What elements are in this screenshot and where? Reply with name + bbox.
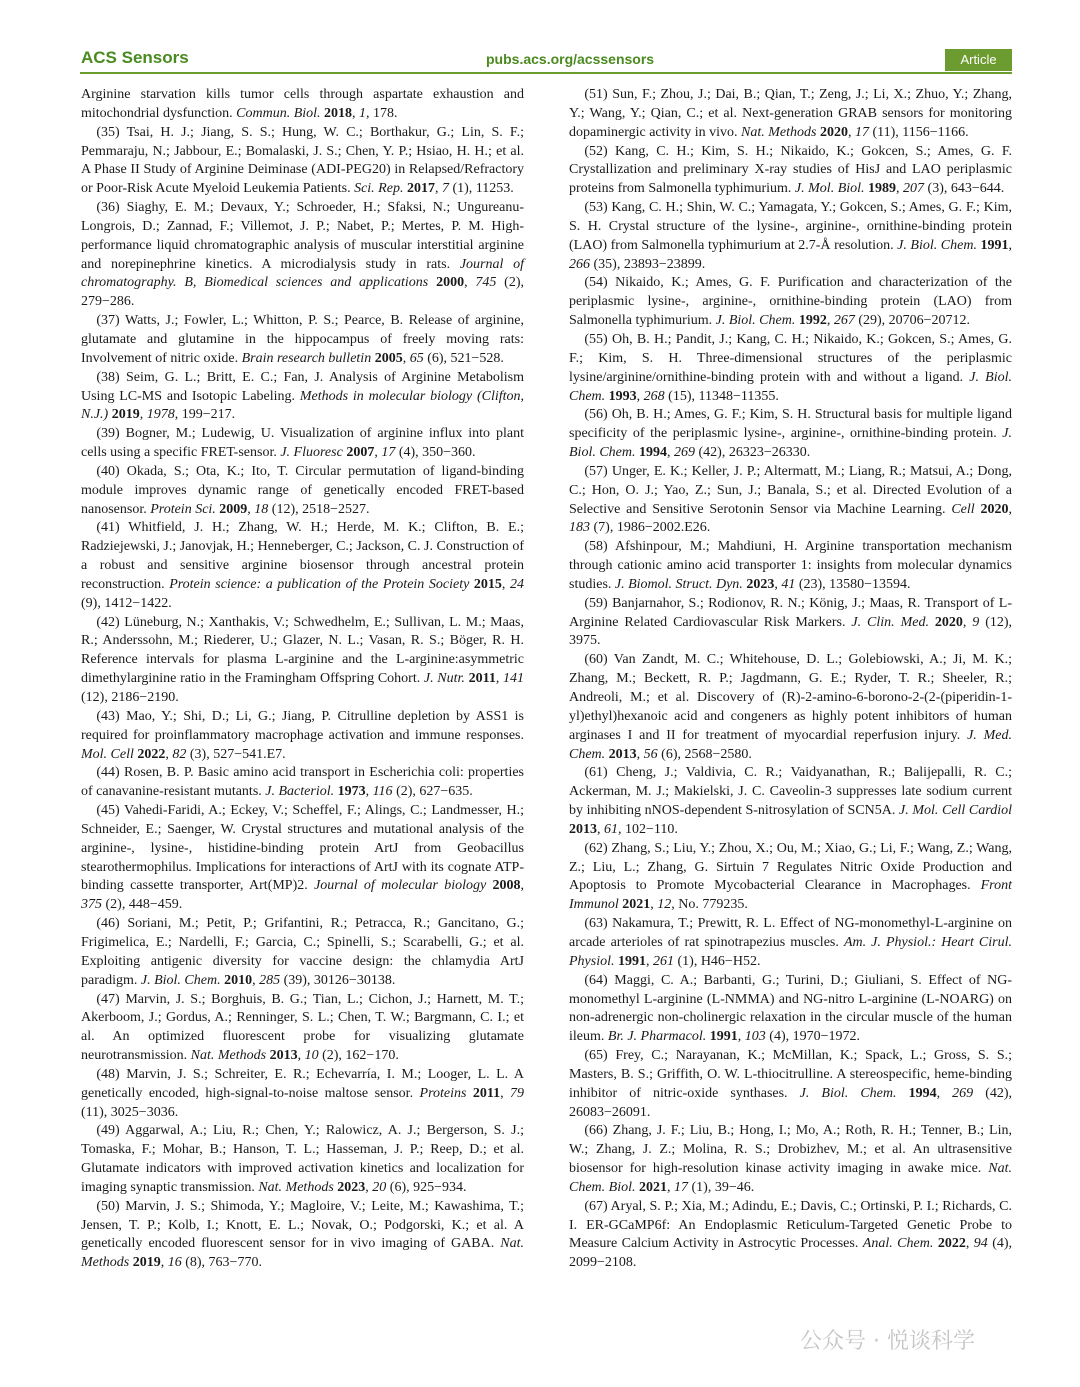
reference-journal[interactable]: Protein science: a publication of the Protein Society xyxy=(169,576,470,592)
reference-journal[interactable]: Methods in molecular biology (Clifton, N.J.) xyxy=(81,388,525,423)
reference-volume: 65 xyxy=(409,350,424,366)
reference-year: 2011 xyxy=(472,1085,501,1101)
reference-pages: (11), 3025−3036. xyxy=(81,1104,179,1120)
reference-year: 2009 xyxy=(219,501,248,517)
reference-text: (55) Oh, B. H.; Pandit, J.; Kang, C. H.; Nikaido, K.; Gokcen, S.; Ames, G. F.; Kim, S. H. Three-dimensional structures of the periplasmic lysine/arginine/ornithine-binding protein with and without a ligand. xyxy=(569,331,1012,385)
reference-volume: 1 xyxy=(359,105,367,121)
reference-text: (59) Banjarnahor, S.; Rodionov, R. N.; König, J.; Maas, R. Transport of L-Arginine Related Cardiovascular Risk Markers. xyxy=(569,595,1012,630)
reference-volume: 16 xyxy=(167,1255,182,1271)
reference-journal[interactable]: Journal of molecular biology xyxy=(314,878,487,894)
reference-entry: (61) Cheng, J.; Valdivia, C. R.; Vaidyanathan, R.; Balijepalli, R. C.; Ackerman, M. J.; Makielski, J. C. Caveolin-3 suppresses late sodium current by inhibiting nNOS-dependent S-nitrosylation of SCN5A. J. Mol. Cell Cardiol 2013, 61, 102−110. xyxy=(569,765,1012,837)
reference-text: (51) Sun, F.; Zhou, J.; Dai, B.; Qian, T.; Zeng, J.; Li, X.; Zhuo, Y.; Zhang, Y.; Wang, Y.; Qian, C.; et al. Next-generation GRAB sensors for monitoring dopaminergic activity in vivo. xyxy=(569,87,1012,140)
reference-journal[interactable]: J. Biol. Chem. xyxy=(897,237,977,253)
reference-entry: (40) Okada, S.; Ota, K.; Ito, T. Circular permutation of ligand-binding module improves dynamic range of genetically encoded FRET-based nanosensor. Protein Sci. 2009, 18 (12), 2518−2527. xyxy=(81,463,524,517)
reference-entry: (52) Kang, C. H.; Kim, S. H.; Nikaido, K.; Gokcen, S.; Ames, G. F. Crystallization and preliminary X-ray studies of HisJ and LAO periplasmic proteins from Salmonella typhimurium. J. Mol. Biol. 1989, 207 (3), 643−644. xyxy=(569,143,1012,197)
reference-text: (39) Bogner, M.; Ludewig, U. Visualization of arginine influx into plant cells using a specific FRET-sensor. xyxy=(81,426,524,461)
reference-journal[interactable]: Sci. Rep. xyxy=(354,181,404,197)
reference-year: 1993 xyxy=(608,388,637,404)
reference-year: 2022 xyxy=(937,1236,966,1252)
reference-journal[interactable]: Brain research bulletin xyxy=(241,350,372,366)
reference-entry: (51) Sun, F.; Zhou, J.; Dai, B.; Qian, T.; Zeng, J.; Li, X.; Zhuo, Y.; Zhang, Y.; Wang, Y.; Qian, C.; et al. Next-generation GRAB sensors for monitoring dopaminergic activity in vivo. Nat. Methods 2020, 17 (11), 1156−1166. xyxy=(569,87,1012,140)
reference-year: 1992 xyxy=(798,313,827,329)
reference-volume: 56 xyxy=(643,746,658,762)
reference-volume: 116 xyxy=(372,784,393,800)
reference-journal[interactable]: J. Biol. Chem. xyxy=(140,972,221,988)
reference-pages: (11), 1156−1166. xyxy=(868,124,969,140)
reference-text: (41) Whitfield, J. H.; Zhang, W. H.; Herde, M. K.; Clifton, B. E.; Radziejewski, J.; Janovjak, H.; Henneberger, C.; Jackson, C. J. Construction of a robust and sensitive arginine biosensor through ancestral protein reconstruction. xyxy=(81,520,524,592)
reference-pages: (6), 925−934. xyxy=(386,1179,467,1195)
reference-volume: 10 xyxy=(304,1048,319,1064)
reference-journal[interactable]: J. Biomol. Struct. Dyn. xyxy=(614,576,743,592)
reference-journal[interactable]: Nat. Methods xyxy=(741,124,817,140)
reference-entry: (66) Zhang, J. F.; Liu, B.; Hong, I.; Mo, A.; Roth, R. H.; Tenner, B.; Lin, W.; Zhang, J. Z.; Molina, R. S.; Drobizhev, M.; et al. An ultrasensitive biosensor for high-resolution kinase activity imaging in awake mice. Nat. Chem. Biol. 2021, 17 (1), 39−46. xyxy=(569,1123,1013,1195)
reference-entry: (37) Watts, J.; Fowler, L.; Whitton, P. S.; Pearce, B. Release of arginine, glutamate and glutamine in the hippocampus of freely moving rats: Involvement of nitric oxide. Brain research bulletin 2005, 65 (6), 521−528. xyxy=(81,313,524,366)
reference-year: 1994 xyxy=(908,1085,937,1101)
reference-year: 2020 xyxy=(819,124,848,140)
reference-entry: (35) Tsai, H. J.; Jiang, S. S.; Hung, W. C.; Borthakur, G.; Lin, S. F.; Pemmaraju, N.; Jabbour, E.; Bomalaski, J. S.; Chen, Y. P.; Hsiao, H. H.; et al. A Phase II Study of Arginine Deiminase (ADI-PEG20) in Relapsed/Refractory or Poor-Risk Acute Myeloid Leukemia Patients. Sci. Rep. 2017, 7 (1), 11253. xyxy=(81,124,524,197)
references-right-column xyxy=(569,86,1012,1273)
reference-text: (49) Aggarwal, A.; Liu, R.; Chen, Y.; Ralowicz, A. J.; Bergerson, S. J.; Tomaska, F.; Mohar, B.; Hanson, T. L.; Hasseman, J. P.; Reep, D.; et al. Glutamate indicators with improved activation kinetics and localization for imaging synaptic transmission. xyxy=(81,1123,524,1195)
reference-year: 2010 xyxy=(224,972,253,988)
reference-journal[interactable]: J. Mol. Cell Cardiol xyxy=(899,803,1012,819)
reference-journal[interactable]: J. Fluoresc xyxy=(280,445,343,461)
reference-volume: 41 xyxy=(781,576,796,592)
journal-name[interactable]: ACS Sensors xyxy=(81,48,189,67)
reference-volume: 79 xyxy=(510,1085,525,1101)
reference-text: (45) Vahedi-Faridi, A.; Eckey, V.; Scheffel, F.; Alings, C.; Landmesser, H.; Schneider, E.; Saenger, W. Crystal structures and mutational analysis of the arginine-, lysine-, histidine-binding protein ArtJ from Geobacillus stearothermophilus. Implications for interactions of ArtJ with its cognate ATP-binding cassette transporter, Art(MP)2. xyxy=(81,803,524,894)
reference-year: 2019 xyxy=(111,407,140,423)
reference-journal[interactable]: Journal of chromatography. B, Biomedical sciences and applications xyxy=(81,256,524,291)
reference-volume: 18 xyxy=(254,501,269,517)
reference-entry: (57) Unger, E. K.; Keller, J. P.; Altermatt, M.; Liang, R.; Matsui, A.; Dong, C.; Hon, O. J.; Yao, Z.; Sun, J.; Banala, S.; et al. Directed Evolution of a Selective and Sensitive Serotonin Sensor via Machine Learning. Cell 2020, 183 (7), 1986−2002.E26. xyxy=(569,463,1013,536)
reference-journal[interactable]: J. Biol. Chem. xyxy=(569,369,1012,404)
reference-journal[interactable]: Am. J. Physiol.: Heart Cirul. Physiol. xyxy=(569,934,1012,969)
reference-journal[interactable]: J. Bacteriol. xyxy=(265,784,335,800)
reference-pages: , 102−110. xyxy=(618,821,678,837)
reference-year: 2011 xyxy=(468,671,496,687)
reference-pages: (3), 527−541.E7. xyxy=(186,746,286,762)
reference-text: (61) Cheng, J.; Valdivia, C. R.; Vaidyanathan, R.; Balijepalli, R. C.; Ackerman, M. J.; Makielski, J. C. Caveolin-3 suppresses late sodium current by inhibiting nNOS-dependent S-nitrosylation of SCN5A. xyxy=(569,765,1012,819)
reference-year: 2021 xyxy=(639,1179,667,1195)
reference-pages: , No. 779235. xyxy=(671,897,748,913)
reference-pages: (12), 2518−2527. xyxy=(268,501,370,517)
reference-journal[interactable]: Commun. Biol. xyxy=(236,105,321,121)
reference-year: 2013 xyxy=(269,1048,298,1064)
reference-entry: (53) Kang, C. H.; Shin, W. C.; Yamagata, Y.; Gokcen, S.; Ames, G. F.; Kim, S. H. Crystal structure of the lysine-, arginine-, ornithine-binding protein (LAO) from Salmonella typhimurium at 2.7-Å resolution. J. Biol. Chem. 1991, 266 (35), 23893−23899. xyxy=(569,200,1013,272)
reference-text: (60) Van Zandt, M. C.; Whitehouse, D. L.; Golebiowski, A.; Ji, M. K.; Zhang, M.; Beckett, R. P.; Jagdmann, G. E.; Ryder, T. R.; Sheeler, R.; Andreoli, M.; et al. Discovery of (R)-2-amino-6-borono-2-(2-(piperidin-1-yl)ethyl)hexanoic acid and congeners as highly potent inhibitors of human arginases I and II for treatment of myocardial reperfusion injury. xyxy=(569,652,1012,743)
reference-journal[interactable]: J. Mol. Biol. xyxy=(794,181,865,197)
reference-entry: (64) Maggi, C. A.; Barbanti, G.; Turini, D.; Giuliani, S. Effect of NG-monomethyl L-arginine (L-NMMA) and NG-nitro L-arginine (L-NOARG) on non-adrenergic non-cholinergic relaxation in the circular muscle of the human ileum. Br. J. Pharmacol. 1991, 103 (4), 1970−1972. xyxy=(569,972,1012,1045)
reference-year: 2017 xyxy=(406,181,435,197)
reference-volume: 17 xyxy=(381,445,396,461)
reference-volume: 268 xyxy=(643,388,665,404)
reference-volume: 17 xyxy=(854,124,869,140)
reference-journal[interactable]: J. Biol. Chem. xyxy=(569,426,1012,461)
reference-volume: 261 xyxy=(653,953,674,969)
reference-text: (48) Marvin, J. S.; Schreiter, E. R.; Echevarría, I. M.; Looger, L. L. A genetically encoded, high-signal-to-noise maltose sensor. xyxy=(81,1066,524,1101)
reference-pages: (3), 643−644. xyxy=(924,181,1005,197)
reference-year: 2008 xyxy=(492,878,521,894)
reference-volume: 285 xyxy=(259,972,281,988)
reference-journal[interactable]: J. Clin. Med. xyxy=(851,614,929,630)
reference-volume: 94 xyxy=(973,1236,988,1252)
reference-volume: 141 xyxy=(503,671,525,687)
reference-year: 1991 xyxy=(980,237,1009,253)
reference-entry: (44) Rosen, B. P. Basic amino acid transport in Escherichia coli: properties of canavanine-resistant mutants. J. Bacteriol. 1973, 116 (2), 627−635. xyxy=(81,765,524,800)
reference-entry: (48) Marvin, J. S.; Schreiter, E. R.; Echevarría, I. M.; Looger, L. L. A genetically encoded, high-signal-to-noise maltose sensor. Proteins 2011, 79 (11), 3025−3036. xyxy=(81,1066,525,1120)
reference-volume: 375 xyxy=(81,897,102,913)
reference-pages: (42), 26323−26330. xyxy=(695,445,811,461)
reference-text: (40) Okada, S.; Ota, K.; Ito, T. Circular permutation of ligand-binding module improves dynamic range of genetically encoded FRET-based nanosensor. xyxy=(81,463,524,517)
reference-year: 1991 xyxy=(709,1029,738,1045)
reference-entry: (58) Afshinpour, M.; Mahdiuni, H. Arginine transportation mechanism through cationic amino acid transporter 1: insights from molecular dynamics studies. J. Biomol. Struct. Dyn. 2023, 41 (23), 13580−13594. xyxy=(569,539,1012,592)
reference-volume: 17 xyxy=(674,1179,688,1195)
reference-year: 1991 xyxy=(618,953,646,969)
reference-journal[interactable]: Cell xyxy=(951,501,975,517)
reference-journal[interactable]: Mol. Cell xyxy=(81,746,134,762)
reference-pages: (7), 1986−2002.E26. xyxy=(590,520,711,536)
reference-text: (43) Mao, Y.; Shi, D.; Li, G.; Jiang, P. Citrulline depletion by ASS1 is required for proinflammatory macrophage activation and immune responses. xyxy=(81,708,524,743)
reference-text: (66) Zhang, J. F.; Liu, B.; Hong, I.; Mo, A.; Roth, R. H.; Tenner, B.; Lin, W.; Zhang, J. Z.; Molina, R. S.; Drobizhev, M.; et al. An ultrasensitive biosensor for high-resolution kinase activity imaging in awake mice. xyxy=(569,1123,1012,1177)
reference-year: 2023 xyxy=(337,1179,366,1195)
reference-entry: (39) Bogner, M.; Ludewig, U. Visualization of arginine influx into plant cells using a specific FRET-sensor. J. Fluoresc 2007, 17 (4), 350−360. xyxy=(81,426,524,461)
reference-volume: 103 xyxy=(744,1029,766,1045)
reference-year: 1994 xyxy=(639,445,667,461)
reference-text: Arginine starvation kills tumor cells through aspartate exhaustion and mitochondrial dysfunction. xyxy=(81,87,524,121)
reference-text: (52) Kang, C. H.; Kim, S. H.; Nikaido, K.; Gokcen, S.; Ames, G. F. Crystallization and preliminary X-ray studies of HisJ and LAO periplasmic proteins from Salmonella typhimurium. xyxy=(569,143,1012,197)
reference-pages: (9), 1412−1422. xyxy=(81,595,172,611)
reference-entry: (55) Oh, B. H.; Pandit, J.; Kang, C. H.; Nikaido, K.; Gokcen, S.; Ames, G. F.; Kim, S. H. Three-dimensional structures of the periplasmic lysine/arginine/ornithine-binding protein with and without a ligand. J. Biol. Chem. 1993, 268 (15), 11348−11355. xyxy=(569,331,1012,404)
reference-pages: (29), 20706−20712. xyxy=(854,313,971,329)
reference-entry: (45) Vahedi-Faridi, A.; Eckey, V.; Scheffel, F.; Alings, C.; Landmesser, H.; Schneider, E.; Saenger, W. Crystal structures and mutational analysis of the arginine-, lysine-, histidine-binding protein ArtJ from Geobacillus stearothermophilus. Implications for interactions of ArtJ with its cognate ATP-binding cassette transporter, Art(MP)2. Journal of molecular biology 2008, 375 (2), 448−459. xyxy=(81,803,525,913)
reference-pages: (6), 521−528. xyxy=(423,350,504,366)
reference-text: (53) Kang, C. H.; Shin, W. C.; Yamagata, Y.; Gokcen, S.; Ames, G. F.; Kim, S. H. Crystal structure of the lysine-, arginine-, ornithine-binding protein (LAO) from Salmonella typhimurium at 2.7-Å resolution. xyxy=(569,200,1012,253)
reference-volume: 61 xyxy=(604,821,618,837)
reference-pages: (39), 30126−30138. xyxy=(280,972,396,988)
reference-journal[interactable]: Nat. Methods xyxy=(258,1179,334,1195)
reference-entry: (65) Frey, C.; Narayanan, K.; McMillan, K.; Spack, L.; Gross, S. S.; Masters, B. S.; Griffith, O. W. L-thiocitrulline. A stereospecific, heme-binding inhibitor of nitric-oxide synthases. J. Biol. Chem. 1994, 269 (42), 26083−26091. xyxy=(569,1048,1013,1120)
reference-entry: (67) Aryal, S. P.; Xia, M.; Adindu, E.; Davis, C.; Ortinski, P. I.; Richards, C. I. ER-GCaMP6f: An Endoplasmic Reticulum-Targeted Genetic Probe to Measure Calcium Activity in Astrocytic Processes. Anal. Chem. 2022, 94 (4), 2099−2108. xyxy=(569,1198,1013,1271)
reference-entry: (59) Banjarnahor, S.; Rodionov, R. N.; König, J.; Maas, R. Transport of L-Arginine Related Cardiovascular Risk Markers. J. Clin. Med. 2020, 9 (12), 3975. xyxy=(569,595,1013,649)
reference-text: (65) Frey, C.; Narayanan, K.; McMillan, K.; Spack, L.; Gross, S. S.; Masters, B. S.; Griffith, O. W. L-thiocitrulline. A stereospecific, heme-binding inhibitor of nitric-oxide synthases. xyxy=(569,1048,1012,1101)
reference-text: (36) Siaghy, E. M.; Devaux, Y.; Schroeder, H.; Sfaksi, N.; Ungureanu-Longrois, D.; Zannad, F.; Villemot, J. P.; Nabet, P.; Mertes, P. M. High-performance liquid chromatographic analysis of muscular interstitial arginine and norepinephrine kinetics. A microdialysis study in rats. xyxy=(81,200,524,272)
reference-entry: (42) Lüneburg, N.; Xanthakis, V.; Schwedhelm, E.; Sullivan, L. M.; Maas, R.; Anderssohn, M.; Riederer, U.; Glazer, N. L.; Vasan, R. S.; Böger, R. H. Reference intervals for plasma L-arginine and the L-arginine:asymmetric dimethylarginine ratio in the Framingham Offspring Cohort. J. Nutr. 2011, 141 (12), 2186−2190. xyxy=(81,614,525,705)
reference-text: (37) Watts, J.; Fowler, L.; Whitton, P. S.; Pearce, B. Release of arginine, glutamate and glutamine in the hippocampus of freely moving rats: Involvement of nitric oxide. xyxy=(81,313,524,366)
reference-pages: (6), 2568−2580. xyxy=(657,746,752,762)
reference-volume: 207 xyxy=(903,181,925,197)
reference-year: 2015 xyxy=(473,576,502,592)
reference-volume: 266 xyxy=(569,256,590,272)
reference-year: 2000 xyxy=(436,275,465,291)
reference-journal[interactable]: Anal. Chem. xyxy=(862,1236,934,1252)
reference-journal[interactable]: Nat. Methods xyxy=(81,1236,524,1271)
reference-entry: (38) Seim, G. L.; Britt, E. C.; Fan, J. Analysis of Arginine Metabolism Using LC-MS and Isotopic Labeling. Methods in molecular biology (Clifton, N.J.) 2019, 1978, 199−217. xyxy=(81,369,525,423)
reference-entry: (36) Siaghy, E. M.; Devaux, Y.; Schroeder, H.; Sfaksi, N.; Ungureanu-Longrois, D.; Zannad, F.; Villemot, J. P.; Nabet, P.; Mertes, P. M. High-performance liquid chromatographic analysis of muscular interstitial arginine and norepinephrine kinetics. A microdialysis study in rats. Journal of chromatography. B, Biomedical sciences and applications 2000, 745 (2), 279−286. xyxy=(81,200,525,310)
reference-pages: (42), 26083−26091. xyxy=(569,1085,1013,1120)
reference-pages: (4), 2099−2108. xyxy=(569,1236,1013,1271)
reference-entry: (56) Oh, B. H.; Ames, G. F.; Kim, S. H. Structural basis for multiple ligand specificity of the periplasmic lysine-, arginine-, ornithine-binding protein. J. Biol. Chem. 1994, 269 (42), 26323−26330. xyxy=(569,407,1012,461)
reference-pages: (2), 162−170. xyxy=(318,1048,399,1064)
reference-year: 1973 xyxy=(337,784,366,800)
reference-year: 2018 xyxy=(324,105,353,121)
reference-pages: , 199−217. xyxy=(174,407,236,423)
reference-journal[interactable]: Protein Sci. xyxy=(150,501,216,517)
reference-volume: 12 xyxy=(657,897,672,913)
reference-entry: (60) Van Zandt, M. C.; Whitehouse, D. L.; Golebiowski, A.; Ji, M. K.; Zhang, M.; Beckett, R. P.; Jagdmann, G. E.; Ryder, T. R.; Sheeler, R.; Andreoli, M.; et al. Discovery of (R)-2-amino-6-borono-2-(2-(piperidin-1-yl)ethyl)hexanoic acid and congeners as highly potent inhibitors of human arginases I and II for treatment of myocardial reperfusion injury. J. Med. Chem. 2013, 56 (6), 2568−2580. xyxy=(569,652,1012,762)
reference-entry: (46) Soriani, M.; Petit, P.; Grifantini, R.; Petracca, R.; Gancitano, G.; Frigimelica, E.; Nardelli, F.; Garcia, C.; Spinelli, S.; Scarabelli, G.; et al. Exploiting antigenic diversity for vaccine design: the chlamydia ArtJ paradigm. J. Biol. Chem. 2010, 285 (39), 30126−30138. xyxy=(81,916,524,988)
reference-volume: 267 xyxy=(833,313,855,329)
reference-entry: (63) Nakamura, T.; Prewitt, R. L. Effect of NG-monomethyl-L-arginine on arcade arterioles of rat spinotrapezius muscles. Am. J. Physiol.: Heart Cirul. Physiol. 1991, 261 (1), H46−H52. xyxy=(569,916,1012,969)
reference-entry: (62) Zhang, S.; Liu, Y.; Zhou, X.; Ou, M.; Xiao, G.; Li, F.; Wang, Z.; Wang, Z.; Liu, L.; Zhang, G. Sirtuin 7 Regulates Nitric Oxide Production and Apoptosis to Promote Mycobacterial Clearance in Macrophages. Front Immunol 2021, 12, No. 779235. xyxy=(569,840,1012,913)
references-left-column xyxy=(81,86,524,1273)
article-type-badge: Article xyxy=(945,49,1012,71)
reference-pages: (12), 3975. xyxy=(569,614,1013,649)
reference-year: 2020 xyxy=(980,501,1009,517)
reference-year: 1989 xyxy=(868,181,897,197)
reference-journal[interactable]: J. Biol. Chem. xyxy=(799,1085,897,1101)
reference-year: 2023 xyxy=(746,576,775,592)
reference-volume: 20 xyxy=(372,1179,387,1195)
reference-text: (46) Soriani, M.; Petit, P.; Grifantini, R.; Petracca, R.; Gancitano, G.; Frigimelica, E.; Nardelli, F.; Garcia, C.; Spinelli, S.; Scarabelli, G.; et al. Exploiting antigenic diversity for vaccine design: the chlamydia ArtJ paradigm. xyxy=(81,916,524,988)
reference-text: (54) Nikaido, K.; Ames, G. F. Purification and characterization of the periplasmic lysine-, arginine-, ornithine-binding protein (LAO) from Salmonella typhimurium. xyxy=(569,275,1012,329)
reference-volume: 24 xyxy=(510,576,524,592)
reference-pages: (2), 627−635. xyxy=(392,784,473,800)
reference-year: 2013 xyxy=(569,821,597,837)
reference-entry: (49) Aggarwal, A.; Liu, R.; Chen, Y.; Ralowicz, A. J.; Bergerson, S. J.; Tomaska, F.; Mohar, B.; Hanson, T. L.; Hasseman, J. P.; Reep, D.; et al. Glutamate indicators with improved activation kinetics and localization for imaging synaptic transmission. Nat. Methods 2023, 20 (6), 925−934. xyxy=(81,1123,524,1195)
reference-entry: (50) Marvin, J. S.; Shimoda, Y.; Magloire, V.; Leite, M.; Kawashima, T.; Jensen, T. P.; Kolb, I.; Knott, E. L.; Novak, O.; Podgorski, K.; et al. A genetically encoded fluorescent sensor for in vivo imaging of GABA. Nat. Methods 2019, 16 (8), 763−770. xyxy=(81,1198,524,1271)
watermark: 公众号 · 悦谈科学 xyxy=(800,1329,975,1354)
reference-journal[interactable]: Proteins xyxy=(419,1085,467,1101)
reference-pages: (1), 39−46. xyxy=(688,1179,755,1195)
reference-entry: (54) Nikaido, K.; Ames, G. F. Purification and characterization of the periplasmic lysine-, arginine-, ornithine-binding protein (LAO) from Salmonella typhimurium. J. Biol. Chem. 1992, 267 (29), 20706−20712. xyxy=(569,275,1012,329)
reference-journal[interactable]: Br. J. Pharmacol. xyxy=(607,1029,707,1045)
reference-journal[interactable]: Nat. Chem. Biol. xyxy=(569,1161,1013,1195)
reference-text: (56) Oh, B. H.; Ames, G. F.; Kim, S. H. Structural basis for multiple ligand specificity of the periplasmic lysine-, arginine-, ornithine-binding protein. xyxy=(569,407,1012,442)
reference-entry: (41) Whitfield, J. H.; Zhang, W. H.; Herde, M. K.; Clifton, B. E.; Radziejewski, J.; Janovjak, H.; Henneberger, C.; Jackson, C. J. Construction of a robust and sensitive arginine biosensor through ancestral protein reconstruction. Protein science: a publication of the Protein Society 2015, 24 (9), 1412−1422. xyxy=(81,520,524,611)
reference-year: 2019 xyxy=(132,1255,161,1271)
reference-volume: 1978 xyxy=(146,407,175,423)
reference-text: (38) Seim, G. L.; Britt, E. C.; Fan, J. Analysis of Arginine Metabolism Using LC-MS and Isotopic Labeling. xyxy=(81,369,524,404)
reference-pages: (15), 11348−11355. xyxy=(664,388,779,404)
reference-year: 2022 xyxy=(137,746,166,762)
reference-pages: (2), 448−459. xyxy=(102,897,183,913)
reference-volume: 269 xyxy=(952,1085,974,1101)
reference-pages: (35), 23893−23899. xyxy=(590,256,706,272)
reference-year: 2020 xyxy=(934,614,963,630)
reference-year: 2005 xyxy=(374,350,403,366)
reference-pages: , 178. xyxy=(366,105,398,121)
reference-pages: (23), 13580−13594. xyxy=(795,576,911,592)
reference-text: (57) Unger, E. K.; Keller, J. P.; Altermatt, M.; Liang, R.; Matsui, A.; Dong, C.; Hon, O. J.; Yao, Z.; Sun, J.; Banala, S.; et al. Directed Evolution of a Selective and Sensitive Serotonin Sensor via Machine Learning. xyxy=(569,463,1012,517)
reference-year: 2021 xyxy=(622,897,651,913)
page-header xyxy=(80,48,1012,74)
reference-volume: 9 xyxy=(972,614,980,630)
reference-journal[interactable]: Nat. Methods xyxy=(190,1048,267,1064)
reference-text: (67) Aryal, S. P.; Xia, M.; Adindu, E.; Davis, C.; Ortinski, P. I.; Richards, C. I. ER-GCaMP6f: An Endoplasmic Reticulum-Targeted Genetic Probe to Measure Calcium Activity in Astrocytic Processes. xyxy=(569,1198,1012,1252)
reference-text: (62) Zhang, S.; Liu, Y.; Zhou, X.; Ou, M.; Xiao, G.; Li, F.; Wang, Z.; Wang, Z.; Liu, L.; Zhang, G. Sirtuin 7 Regulates Nitric Oxide Production and Apoptosis to Promote Mycobacterial Clearance in Macrophages. xyxy=(569,840,1012,894)
reference-volume: 183 xyxy=(569,520,590,536)
reference-pages: (12), 2186−2190. xyxy=(81,690,179,705)
reference-pages: (1), H46−H52. xyxy=(674,953,761,969)
reference-text: (35) Tsai, H. J.; Jiang, S. S.; Hung, W. C.; Borthakur, G.; Lin, S. F.; Pemmaraju, N.; Jabbour, E.; Bomalaski, J. S.; Chen, Y. P.; Hsiao, H. H.; et al. A Phase II Study of Arginine Deiminase (ADI-PEG20) in Relapsed/Refractory or Poor-Risk Acute Myeloid Leukemia Patients. xyxy=(81,124,524,197)
reference-volume: 7 xyxy=(441,181,449,197)
reference-text: (58) Afshinpour, M.; Mahdiuni, H. Arginine transportation mechanism through cationic amino acid transporter 1: insights from molecular dynamics studies. xyxy=(569,539,1012,592)
reference-pages: (4), 350−360. xyxy=(395,445,476,461)
reference-text: (42) Lüneburg, N.; Xanthakis, V.; Schwedhelm, E.; Sullivan, L. M.; Maas, R.; Anderssohn, M.; Riederer, U.; Glazer, N. L.; Vasan, R. S.; Böger, R. H. Reference intervals for plasma L-arginine and the L-arginine:asymmetric dimethylarginine ratio in the Framingham Offspring Cohort. xyxy=(81,614,524,687)
reference-pages: (4), 1970−1972. xyxy=(765,1029,861,1045)
reference-pages: (1), 11253. xyxy=(448,181,514,197)
reference-text: (44) Rosen, B. P. Basic amino acid transport in Escherichia coli: properties of canavanine-resistant mutants. xyxy=(81,765,524,800)
reference-volume: 82 xyxy=(172,746,187,762)
reference-text: (63) Nakamura, T.; Prewitt, R. L. Effect of NG-monomethyl-L-arginine on arcade arterioles of rat spinotrapezius muscles. xyxy=(569,916,1012,950)
reference-journal[interactable]: J. Biol. Chem. xyxy=(715,313,796,329)
reference-journal[interactable]: J. Nutr. xyxy=(423,671,465,687)
reference-journal[interactable]: Front Immunol xyxy=(569,878,1012,913)
reference-journal[interactable]: J. Med. Chem. xyxy=(569,727,1012,762)
reference-year: 2013 xyxy=(608,746,637,762)
reference-entry: (43) Mao, Y.; Shi, D.; Li, G.; Jiang, P. Citrulline depletion by ASS1 is required for proinflammatory macrophage activation and immune responses. Mol. Cell 2022, 82 (3), 527−541.E7. xyxy=(81,708,524,762)
reference-year: 2007 xyxy=(346,445,375,461)
reference-text: (47) Marvin, J. S.; Borghuis, B. G.; Tian, L.; Cichon, J.; Harnett, M. T.; Akerboom, J.; Gordus, A.; Renninger, S. L.; Chen, T. W.; Bargmann, C. I.; et al. An optimized fluorescent probe for visualizing glutamate neurotransmission. xyxy=(81,991,524,1064)
reference-text: (64) Maggi, C. A.; Barbanti, G.; Turini, D.; Giuliani, S. Effect of NG-monomethyl L-arginine (L-NMMA) and NG-nitro L-arginine (L-NOARG) on non-adrenergic non-cholinergic relaxation in the circular muscle of the human ileum. xyxy=(569,972,1012,1045)
reference-pages: (8), 763−770. xyxy=(181,1255,262,1271)
reference-entry: Arginine starvation kills tumor cells through aspartate exhaustion and mitochondrial dysfunction. Commun. Biol. 2018, 1, 178. xyxy=(81,87,524,121)
reference-volume: 745 xyxy=(475,275,497,291)
reference-entry: (47) Marvin, J. S.; Borghuis, B. G.; Tian, L.; Cichon, J.; Harnett, M. T.; Akerboom, J.; Gordus, A.; Renninger, S. L.; Chen, T. W.; Bargmann, C. I.; et al. An optimized fluorescent probe for visualizing glutamate neurotransmission. Nat. Methods 2013, 10 (2), 162−170. xyxy=(81,991,524,1064)
reference-text: (50) Marvin, J. S.; Shimoda, Y.; Magloire, V.; Leite, M.; Kawashima, T.; Jensen, T. P.; Kolb, I.; Knott, E. L.; Novak, O.; Podgorski, K.; et al. A genetically encoded fluorescent sensor for in vivo imaging of GABA. xyxy=(81,1198,524,1252)
journal-url-link[interactable]: pubs.acs.org/acssensors xyxy=(486,51,655,67)
reference-pages: (2), 279−286. xyxy=(81,275,525,310)
reference-volume: 269 xyxy=(674,445,695,461)
